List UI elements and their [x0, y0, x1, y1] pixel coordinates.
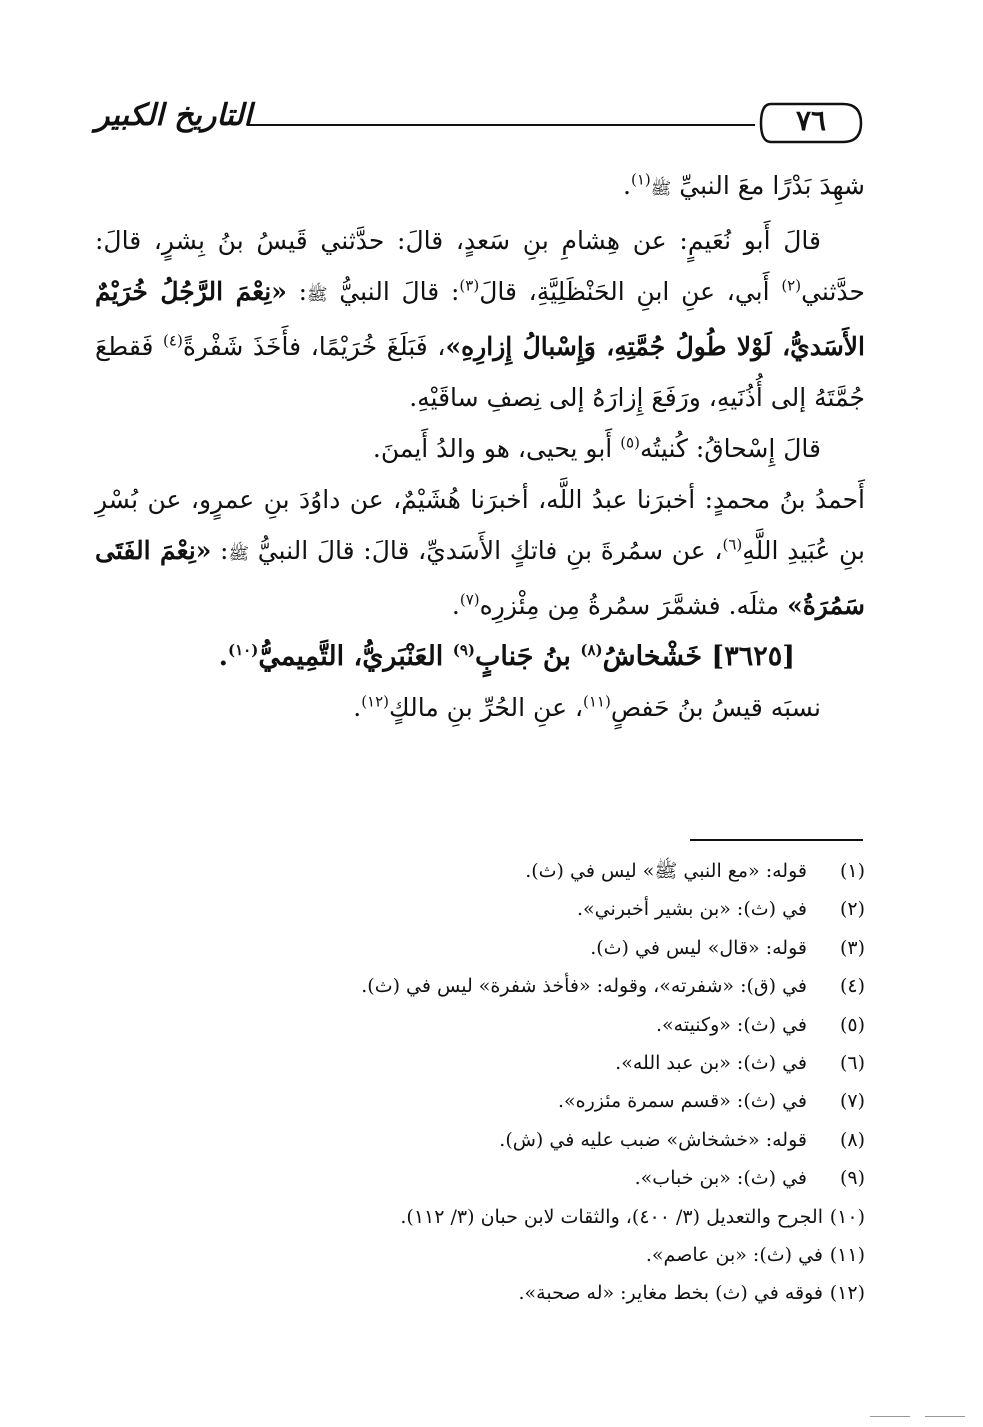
footnote-text: في (ث): «بن عاصم».: [645, 1244, 823, 1267]
footnote-number: (٦): [839, 1052, 865, 1075]
text-span: أَبو يحيى، هو والدُ أَيمنَ.: [372, 434, 621, 463]
footnote-separator: [690, 839, 863, 841]
text-span: أَحمدُ بنُ محمدٍ: أخبرَنا عبدُ اللَّه، أخبرَنا هُشَيْمٌ، عن داوُدَ بنِ عمرٍو، عن بُسْرِ بنِ عُبَيدِ اللَّهِ: [95, 485, 865, 565]
footnote-ref[interactable]: (٦): [722, 535, 743, 554]
footnote-ref[interactable]: (١٠): [228, 641, 259, 659]
footnote-item: [95, 1121, 865, 1159]
paragraph-3: [95, 423, 865, 474]
footnote-number: (٧): [839, 1090, 865, 1113]
footnote-text: في (ث): «قسم سمرة مئزره».: [557, 1090, 807, 1113]
footnote-ref[interactable]: (٩): [452, 641, 475, 659]
text-span: : قالَ النبيُّ: [327, 277, 460, 306]
footnote-number: (٩): [839, 1167, 865, 1190]
footnote-text: في (ث): «بن عبد الله».: [615, 1052, 807, 1075]
footnote-text: في (ق): «شفرته»، وقوله: «فأخذ شفرة» ليس في (ث).: [361, 975, 807, 998]
footnote-number: (٢): [839, 898, 865, 921]
footnote-text: في (ث): «بن خباب».: [634, 1167, 807, 1190]
footnote-item: [95, 1198, 865, 1236]
entry-number: [٣٦٢٥]: [711, 641, 795, 672]
footnote-ref[interactable]: (١): [631, 170, 651, 189]
header-rule: [247, 124, 755, 126]
footnote-ref[interactable]: (١٢): [361, 692, 390, 711]
paragraph-5: [95, 682, 865, 733]
footnote-text: قوله: «قال» ليس في (ث).: [590, 936, 807, 959]
footnote-ref[interactable]: (٣): [459, 276, 480, 295]
text-span: :: [211, 536, 229, 565]
sallallahu-glyph: ﷺ: [228, 544, 249, 564]
footnote-item: [95, 1274, 865, 1312]
scan-mark: [925, 1416, 965, 1417]
footnote-text: قوله: «خشخاش» ضبب عليه في (ش).: [499, 1128, 807, 1151]
footnote-item: [95, 852, 865, 890]
text-span: خَشْخاشُ: [602, 641, 712, 672]
text-span: أَبي، عنِ ابنِ الحَنْظَلِيَّةِ، قالَ: [479, 277, 782, 306]
text-span: قالَ إِسْحاقُ: كُنيتُه: [639, 434, 821, 463]
footnote-text: الجرح والتعديل (٣/ ٤٠٠)، والثقات لابن حبان (٣/ ١١٢).: [400, 1205, 823, 1228]
footnote-item: [95, 1044, 865, 1082]
footnote-item: [95, 929, 865, 967]
text-span: ، عنِ الحُرِّ بنِ مالكٍ: [389, 693, 584, 722]
footnote-ref[interactable]: (٨): [580, 641, 603, 659]
book-title: التاريخ الكبير: [95, 98, 253, 133]
footnote-text: في (ث): «وكنيته».: [655, 1013, 807, 1036]
footnote-item: [95, 1082, 865, 1120]
footnote-item: [95, 890, 865, 928]
text-span: .: [451, 591, 460, 620]
text-span: شهِدَ بَدْرًا معَ النبيِّ: [671, 171, 865, 200]
text-span: .: [218, 641, 229, 672]
footnote-number: (٥): [839, 1013, 865, 1036]
hadith-text: «نِعْمَ الفَتَى سَمُرَةُ»: [95, 536, 865, 620]
footnote-number: (١١): [829, 1244, 865, 1267]
text-span: فَقطعَ جُمَّتَهُ إلى أُذُنَيهِ، ورَفَعَ إِزارَهُ إلى نِصفِ ساقَيْهِ.: [95, 332, 865, 412]
sallallahu-glyph: ﷺ: [307, 285, 328, 305]
hadith-text: «نِعْمَ الرَّجُلُ خُرَيْمٌ الأَسَديُّ، لَوْلا طُولُ جُمَّتِهِ، وَإِسْبالُ إِزارِهِ»: [95, 277, 866, 361]
sallallahu-glyph: ﷺ: [650, 179, 672, 199]
footnote-number: (١): [839, 860, 865, 882]
footnote-text: قوله: «مع النبي ﷺ» ليس في (ث).: [525, 860, 807, 882]
footnote-ref[interactable]: (٢): [781, 276, 802, 295]
footnotes: [95, 852, 865, 1313]
footnote-number: (١٢): [829, 1282, 865, 1305]
footnote-number: (٨): [839, 1128, 865, 1151]
text-span: :: [286, 277, 308, 306]
page-header: [95, 96, 865, 156]
text-span: .: [353, 693, 362, 722]
footnote-item: [95, 967, 865, 1005]
page-number-badge: [757, 96, 865, 150]
scan-mark: [870, 1416, 910, 1417]
text-span: .: [623, 171, 631, 200]
text-span: العَنْبَريُّ، التَّمِيميُّ: [258, 641, 453, 672]
footnote-text: فوقه في (ث) بخط مغاير: «له صحبة».: [518, 1282, 823, 1305]
text-span: ، عن سمُرةَ بنِ فاتكٍ الأَسَديِّ، قالَ: قالَ النبيُّ: [249, 536, 723, 565]
text-span: مثلَه. فشمَّرَ سمُرةُ مِن مِئْزرِه: [479, 591, 788, 620]
paragraph-4: [95, 474, 865, 631]
footnote-ref[interactable]: (١١): [583, 692, 611, 711]
paragraph-2: [95, 215, 865, 423]
footnote-number: (٤): [839, 975, 865, 998]
footnote-number: (٣): [839, 936, 865, 959]
text-span: بنُ جَنابٍ: [474, 641, 581, 672]
footnote-item: [95, 1006, 865, 1044]
text-span: ، فَبَلَغَ خُرَيْمًا، فأَخَذَ شَفْرةً: [182, 332, 446, 361]
page-number: ٧٦: [795, 104, 827, 137]
footnote-item: [95, 1159, 865, 1197]
text-span: قالَ أَبو نُعَيمٍ: عن هِشامِ بنِ سَعدٍ، قالَ: حدَّثني قَيسُ بنُ بِشرٍ، قالَ: حدَّثني: [95, 226, 866, 306]
footnote-ref[interactable]: (٧): [459, 590, 480, 609]
footnote-ref[interactable]: (٥): [620, 433, 640, 452]
paragraph-1: [95, 160, 865, 215]
footnote-number: (١٠): [829, 1205, 865, 1228]
footnote-ref[interactable]: (٤): [163, 331, 183, 350]
main-text: [95, 160, 865, 733]
entry-heading: [95, 631, 865, 682]
text-span: نسبَه قيسُ بنُ حَفصٍ: [610, 693, 821, 722]
footnote-text: في (ث): «بن بشير أخبرني».: [576, 898, 807, 921]
footnote-item: [95, 1236, 865, 1274]
